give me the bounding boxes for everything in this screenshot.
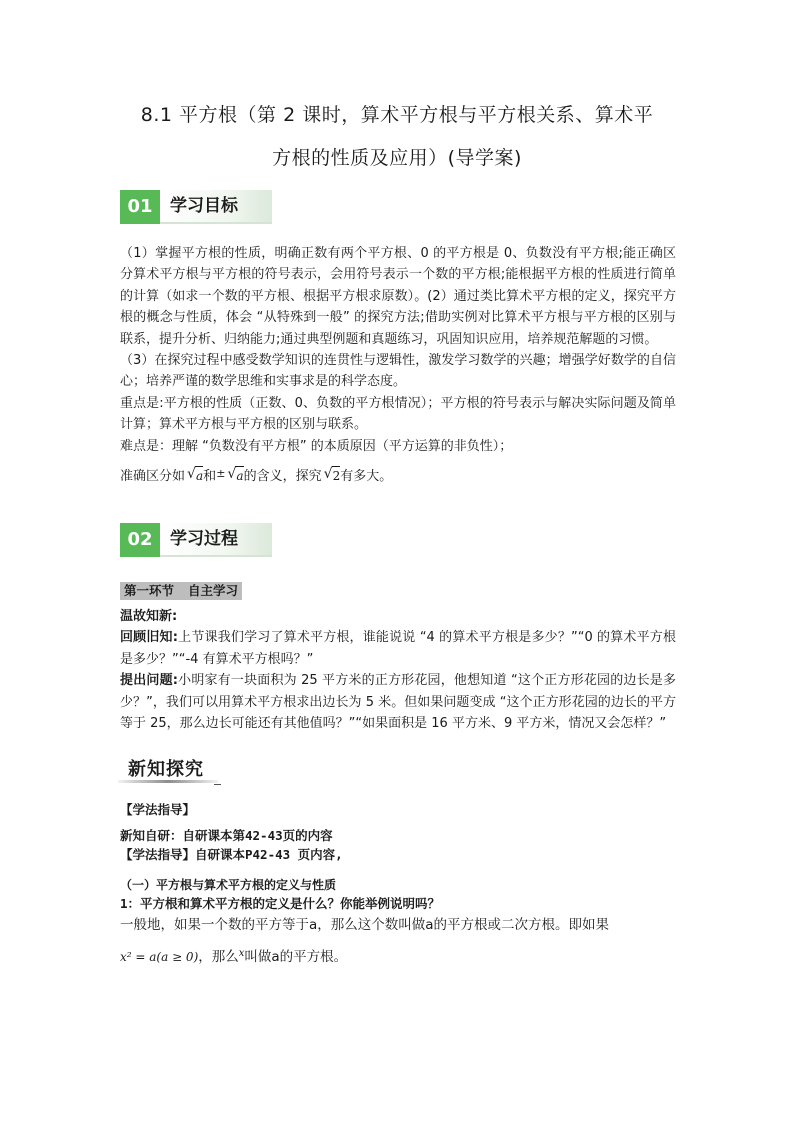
part-one-title: （一）平方根与算术平方根的定义与性质 xyxy=(120,878,337,892)
document-title-line-1: 8.1 平方根（第 2 课时，算术平方根与平方根关系、算术平 xyxy=(140,104,654,126)
step-one-heading: 第一环节 自主学习 xyxy=(120,582,242,600)
section-header-process xyxy=(120,523,272,557)
definition-line: 一般地，如果一个数的平方等于a，那么这个数叫做a的平方根或二次方根。即如果 xyxy=(120,917,610,933)
objective-paragraph-1: （1）掌握平方根的性质，明确正数有两个平方根、0 的平方根是 0、负数没有平方根;能正确区分算术平方根与平方根的符号表示，会用符号表示一个数的平方根;能根据平方根的性质进行简单的计算（如求一个数的平方根、根据平方根求原数）。(2）通过类比算术平方根的定义，探究平方根的概念与性质，体会 “从特殊到一般” 的探究方法;借助实例对比算术平方根与平方根的区别与联系，提升分析、归纳能力;通过典型例题和真题练习，巩固知识应用，培养规范解题的习惯。 xyxy=(120,246,676,347)
guide-self-study-pages: 【学法指导】自研课本P42-43 页内容, xyxy=(120,847,343,862)
sqrt-2-symbol: √ 2 xyxy=(324,466,341,487)
section-label: 学习目标 xyxy=(160,190,272,224)
plus-minus-symbol: ± xyxy=(216,467,226,481)
guide-label: 【学法指导】 xyxy=(120,802,196,817)
explore-heading: 新知探究 xyxy=(128,759,204,780)
section-header-objectives xyxy=(120,190,272,224)
section-label: 学习过程 xyxy=(160,523,272,557)
section-number-badge: 02 xyxy=(120,523,160,557)
question-paragraph: 提出问题:小明家有一块面积为 25 平方米的正方形花园，他想知道 “这个正方形花园的边长是多少？”，我们可以用算术平方根求出边长为 5 米。但如果问题变成 “这个正方形花园的边长的平方等于 25，那么边长可能还有其他值吗？”“如果面积是 16 平方米、9 平方米，情况又会怎样？” xyxy=(120,673,676,732)
objectives-block xyxy=(120,243,676,487)
question-one: 1：平方根和算术平方根的定义是什么？你能举例说明吗？ xyxy=(120,896,441,911)
definition-formula: x² = a(a ≥ 0) xyxy=(120,950,199,964)
difficult-points: 难点是：理解 “负数没有平方根” 的本质原因（平方运算的非负性）； xyxy=(120,438,513,454)
review-block xyxy=(120,606,676,734)
variable-x: x xyxy=(238,948,245,959)
section-number-badge: 01 xyxy=(120,190,160,224)
objective-paragraph-2: （3）在探究过程中感受数学知识的连贯性与逻辑性，激发学习数学的兴趣；增强学好数学的自信心；培养严谨的数学思维和实事求是的科学态度。 xyxy=(120,353,676,390)
stray-dash xyxy=(214,784,221,785)
definition-formula-line: x² = a(a ≥ 0)，那么$^x$叫做a的平方根。 xyxy=(120,948,348,965)
document-title-line-2: 方根的性质及应用）(导学案) xyxy=(272,147,522,169)
recall-paragraph: 回顾旧知:上节课我们学习了算术平方根，谁能说说 “4 的算术平方根是多少？”“0 的算术平方根是多少？”“-4 有算术平方根吗？” xyxy=(120,630,676,667)
plus-minus-sqrt-a-symbol: √ a xyxy=(227,466,243,487)
sqrt-a-symbol: √ a xyxy=(187,466,203,487)
difficult-points-symbols: 准确区分如√ a和±√ a的含义，探究√ 2有多大。 xyxy=(120,463,676,487)
review-label: 温故知新: xyxy=(120,609,178,624)
guide-self-study: 新知自研：自研课本第42-43页的内容 xyxy=(120,828,333,843)
key-points: 重点是:平方根的性质（正数、0、负数的平方根情况）；平方根的符号表示与解决实际问题及简单计算；算术平方根与平方根的区别与联系。 xyxy=(120,395,676,433)
